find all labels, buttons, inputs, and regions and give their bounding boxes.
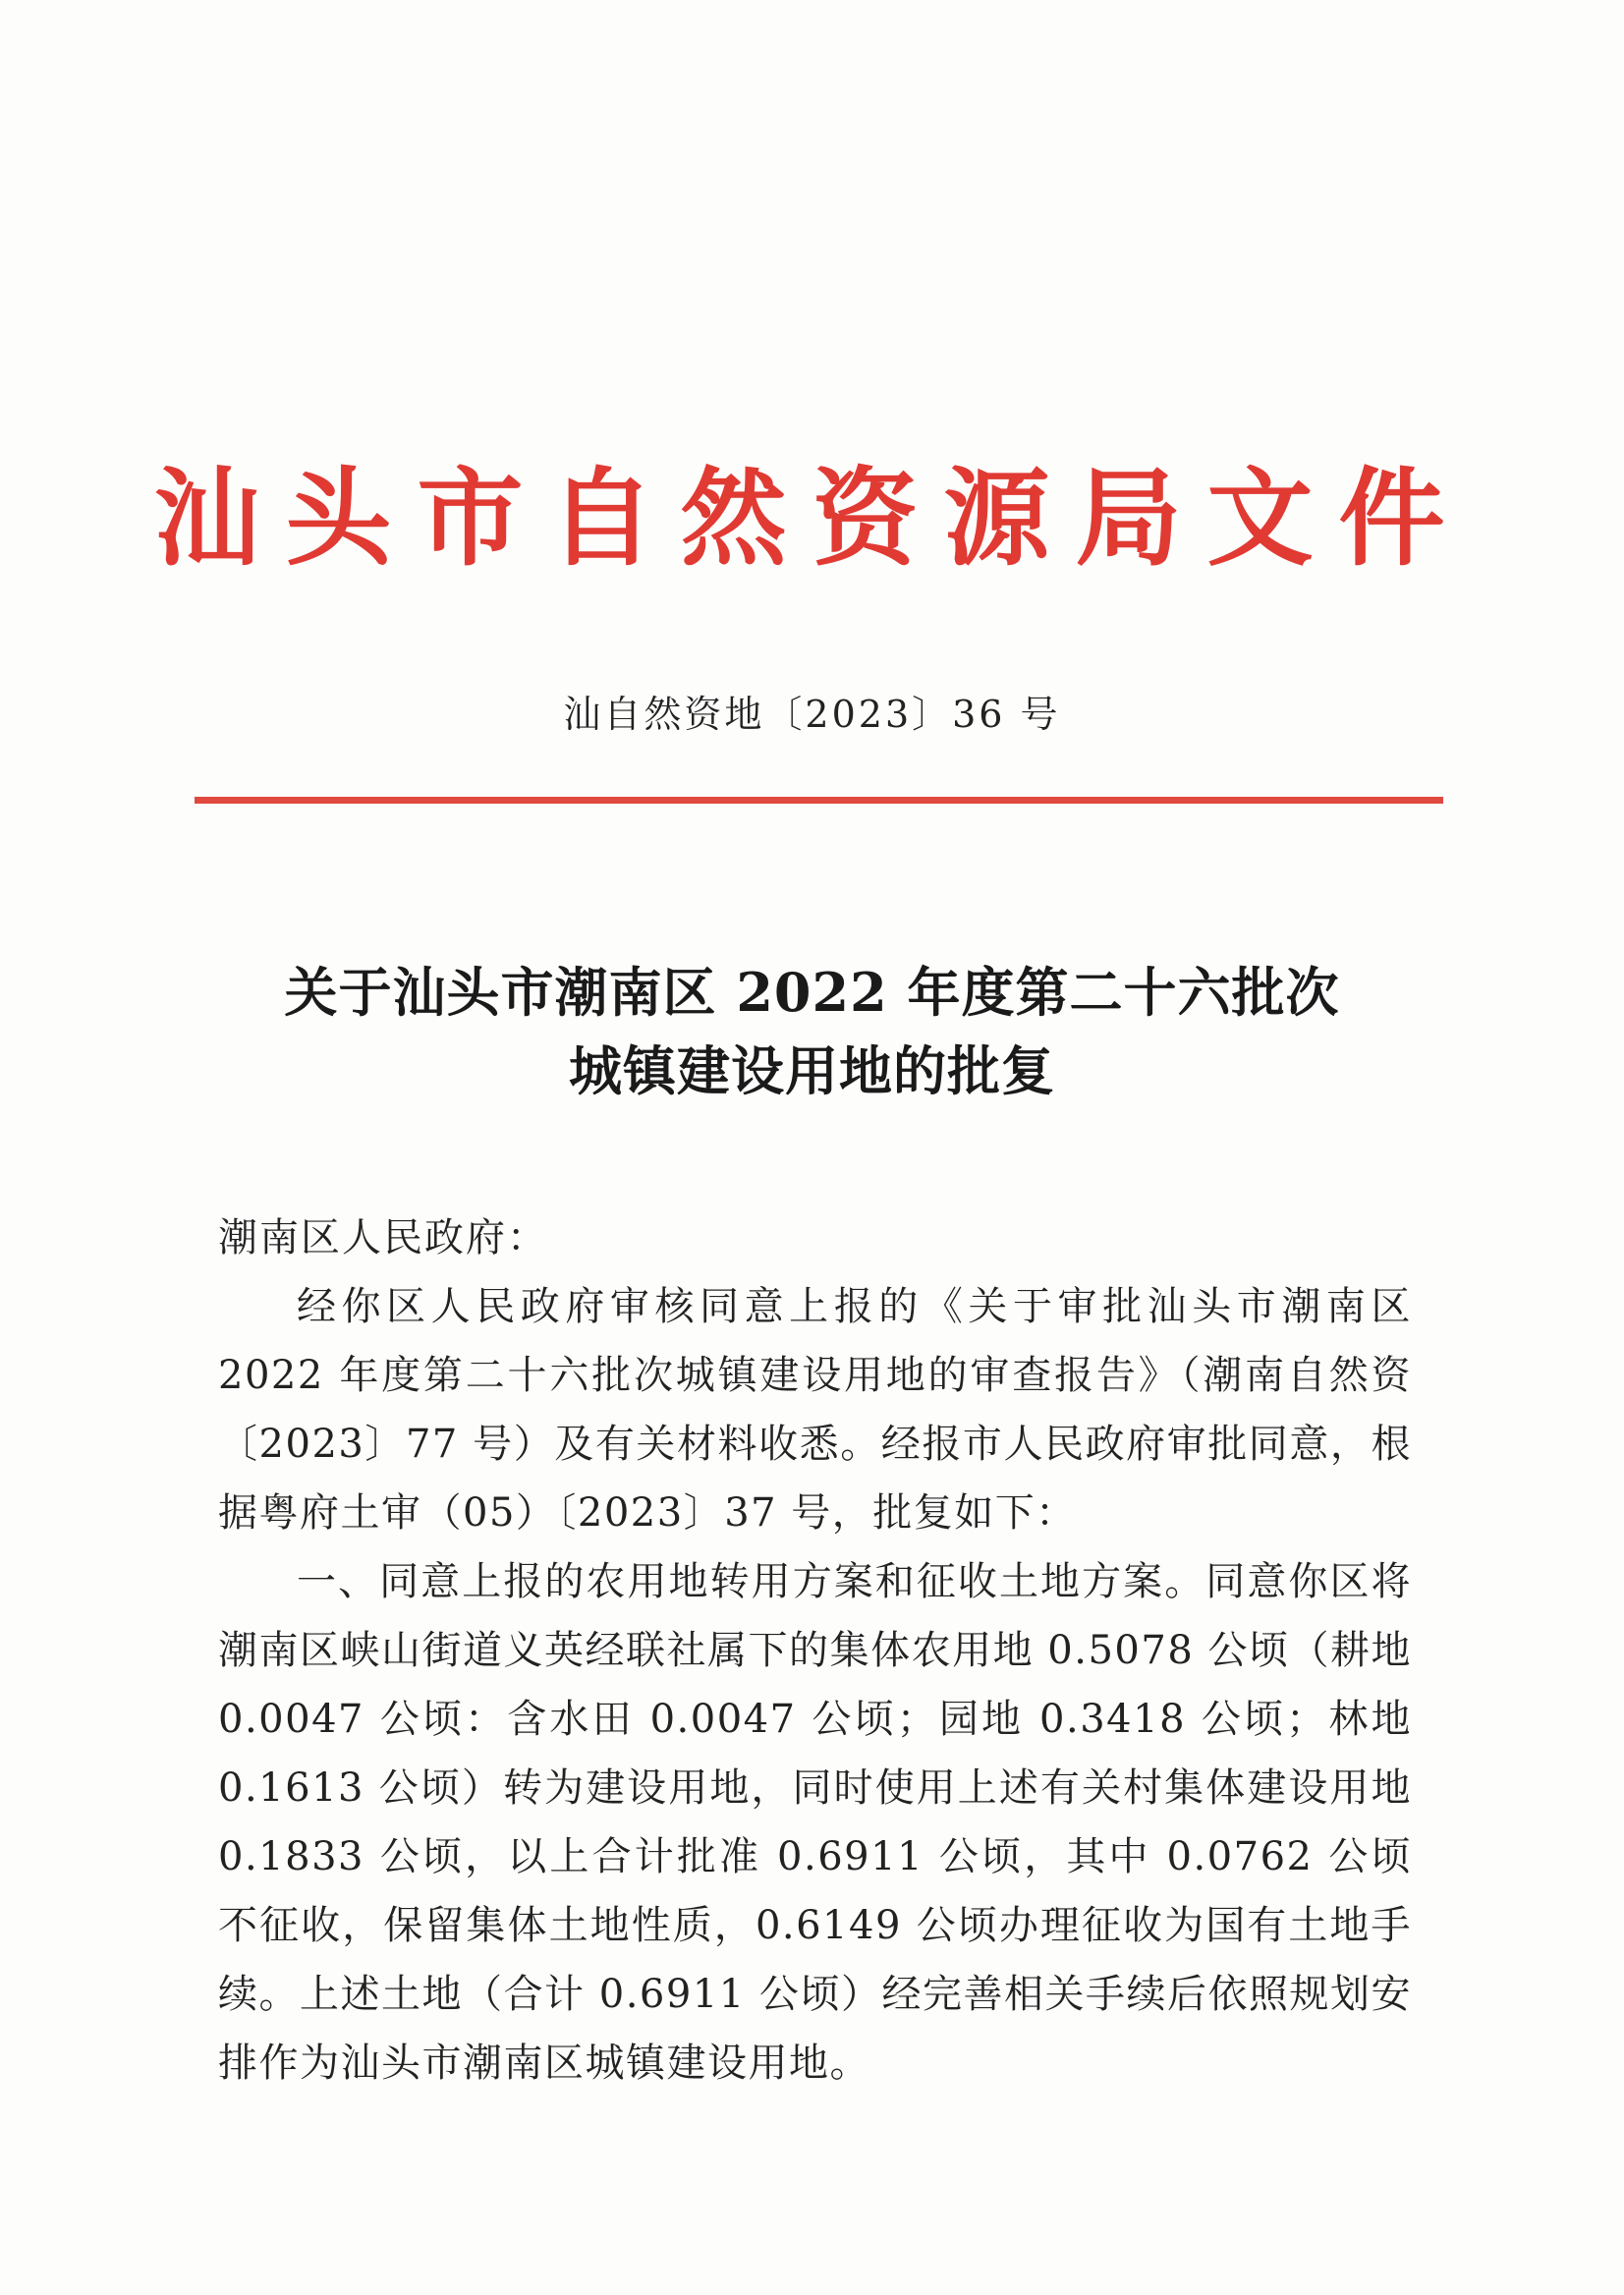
red-separator-line [195, 797, 1443, 804]
document-body [218, 1203, 1412, 2098]
body-paragraph-2: 一、同意上报的农用地转用方案和征收土地方案。同意你区将潮南区峡山街道义英经联社属下的集体农用地 0.5078 公顷（耕地 0.0047 公顷：含水田 0.0047 公顷；园地 0.3418 公顷；林地 0.1613 公顷）转为建设用地，同时使用上述有关村集体建设用地 0.1833 公顷，以上合计批准 0.6911 公顷，其中 0.0762 公顷不征收，保留集体土地性质，0.6149 公顷办理征收为国有土地手续。上述土地（合计 0.6911 公顷）经完善相关手续后依照规划安排作为汕头市潮南区城镇建设用地。 [218, 1559, 1412, 2086]
document-number: 汕自然资地〔2023〕36 号 [563, 693, 1061, 736]
document-title [0, 953, 1624, 1110]
title-line-1: 关于汕头市潮南区 2022 年度第二十六批次 [284, 961, 1340, 1024]
issuer-masthead: 汕头市自然资源局文件 [153, 457, 1471, 581]
title-line-2: 城镇建设用地的批复 [569, 1039, 1055, 1102]
salutation: 潮南区人民政府： [218, 1215, 548, 1260]
body-paragraph-1: 经你区人民政府审核同意上报的《关于审批汕头市潮南区 2022 年度第二十六批次城镇建设用地的审查报告》（潮南自然资〔2023〕77 号）及有关材料收悉。经报市人民政府审批同意，根据粤府土审（05）〔2023〕37 号，批复如下： [218, 1284, 1412, 1536]
